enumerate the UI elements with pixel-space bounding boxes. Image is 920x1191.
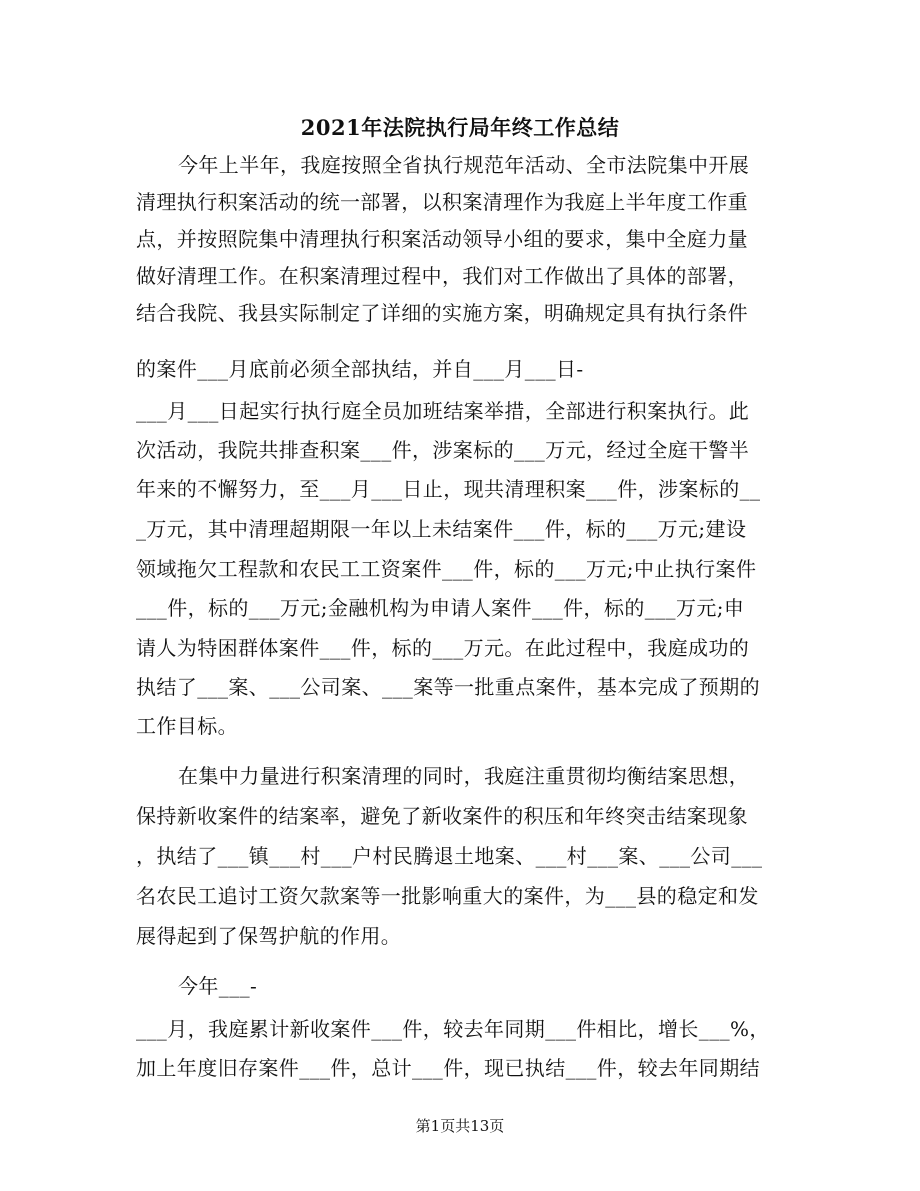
text-line: 清理执行积案活动的统一部署，以积案清理作为我庭上半年度工作重: [136, 190, 748, 214]
text-line: 做好清理工作。在积案清理过程中，我们对工作做出了具体的部署，: [136, 264, 748, 288]
text-line: ___件，标的___万元;金融机构为申请人案件___件，标的___万元;申: [136, 596, 745, 620]
text-line: ___月___日起实行执行庭全员加班结案举措，全部进行积案执行。此: [136, 399, 750, 423]
text-line: ___月，我庭累计新收案件___件，较去年同期___件相比，增长___%，: [136, 1017, 770, 1041]
text-line: 年来的不懈努力，至___月___日止，现共清理积案___件，涉案标的__: [136, 477, 761, 501]
text-line: 次活动，我院共排查积案___件，涉案标的___万元，经过全庭干警半: [136, 438, 750, 462]
page-number: 第1页共13页: [415, 1117, 505, 1135]
text-line: 的案件___月底前必须全部执结，并自___月___日-: [136, 357, 584, 381]
page-title: 2021年法院执行局年终工作总结: [300, 115, 620, 140]
text-line: 今年___-: [178, 974, 258, 998]
text-line: 展得起到了保驾护航的作用。: [136, 924, 402, 948]
text-line: _万元，其中清理超期限一年以上未结案件___件，标的___万元;建设: [136, 517, 747, 541]
text-line: 工作目标。: [136, 714, 238, 738]
text-line: 在集中力量进行积案清理的同时，我庭注重贯彻均衡结案思想，: [178, 764, 750, 788]
text-line: 请人为特困群体案件___件，标的___万元。在此过程中，我庭成功的: [136, 636, 750, 660]
text-line: 名农民工追讨工资欠款案等一批影响重大的案件，为___县的稳定和发: [136, 884, 759, 908]
text-line: 加上年度旧存案件___件，总计___件，现已执结___件，较去年同期结: [136, 1056, 760, 1080]
text-line: 今年上半年，我庭按照全省执行规范年活动、全市法院集中开展: [178, 153, 750, 177]
text-line: 领域拖欠工程款和农民工工资案件___件，标的___万元;中止执行案件: [136, 557, 757, 581]
text-line: 点，并按照院集中清理执行积案活动领导小组的要求，集中全庭力量: [136, 227, 748, 251]
text-line: 执结了___案、___公司案、___案等一批重点案件，基本完成了预期的: [136, 675, 760, 699]
text-line: ，执结了___镇___村___户村民腾退土地案、___村___案、___公司___: [136, 844, 763, 868]
text-line: 保持新收案件的结案率，避免了新收案件的积压和年终突击结案现象: [136, 804, 748, 828]
text-line: 结合我院、我县实际制定了详细的实施方案，明确规定具有执行条件: [136, 301, 748, 325]
